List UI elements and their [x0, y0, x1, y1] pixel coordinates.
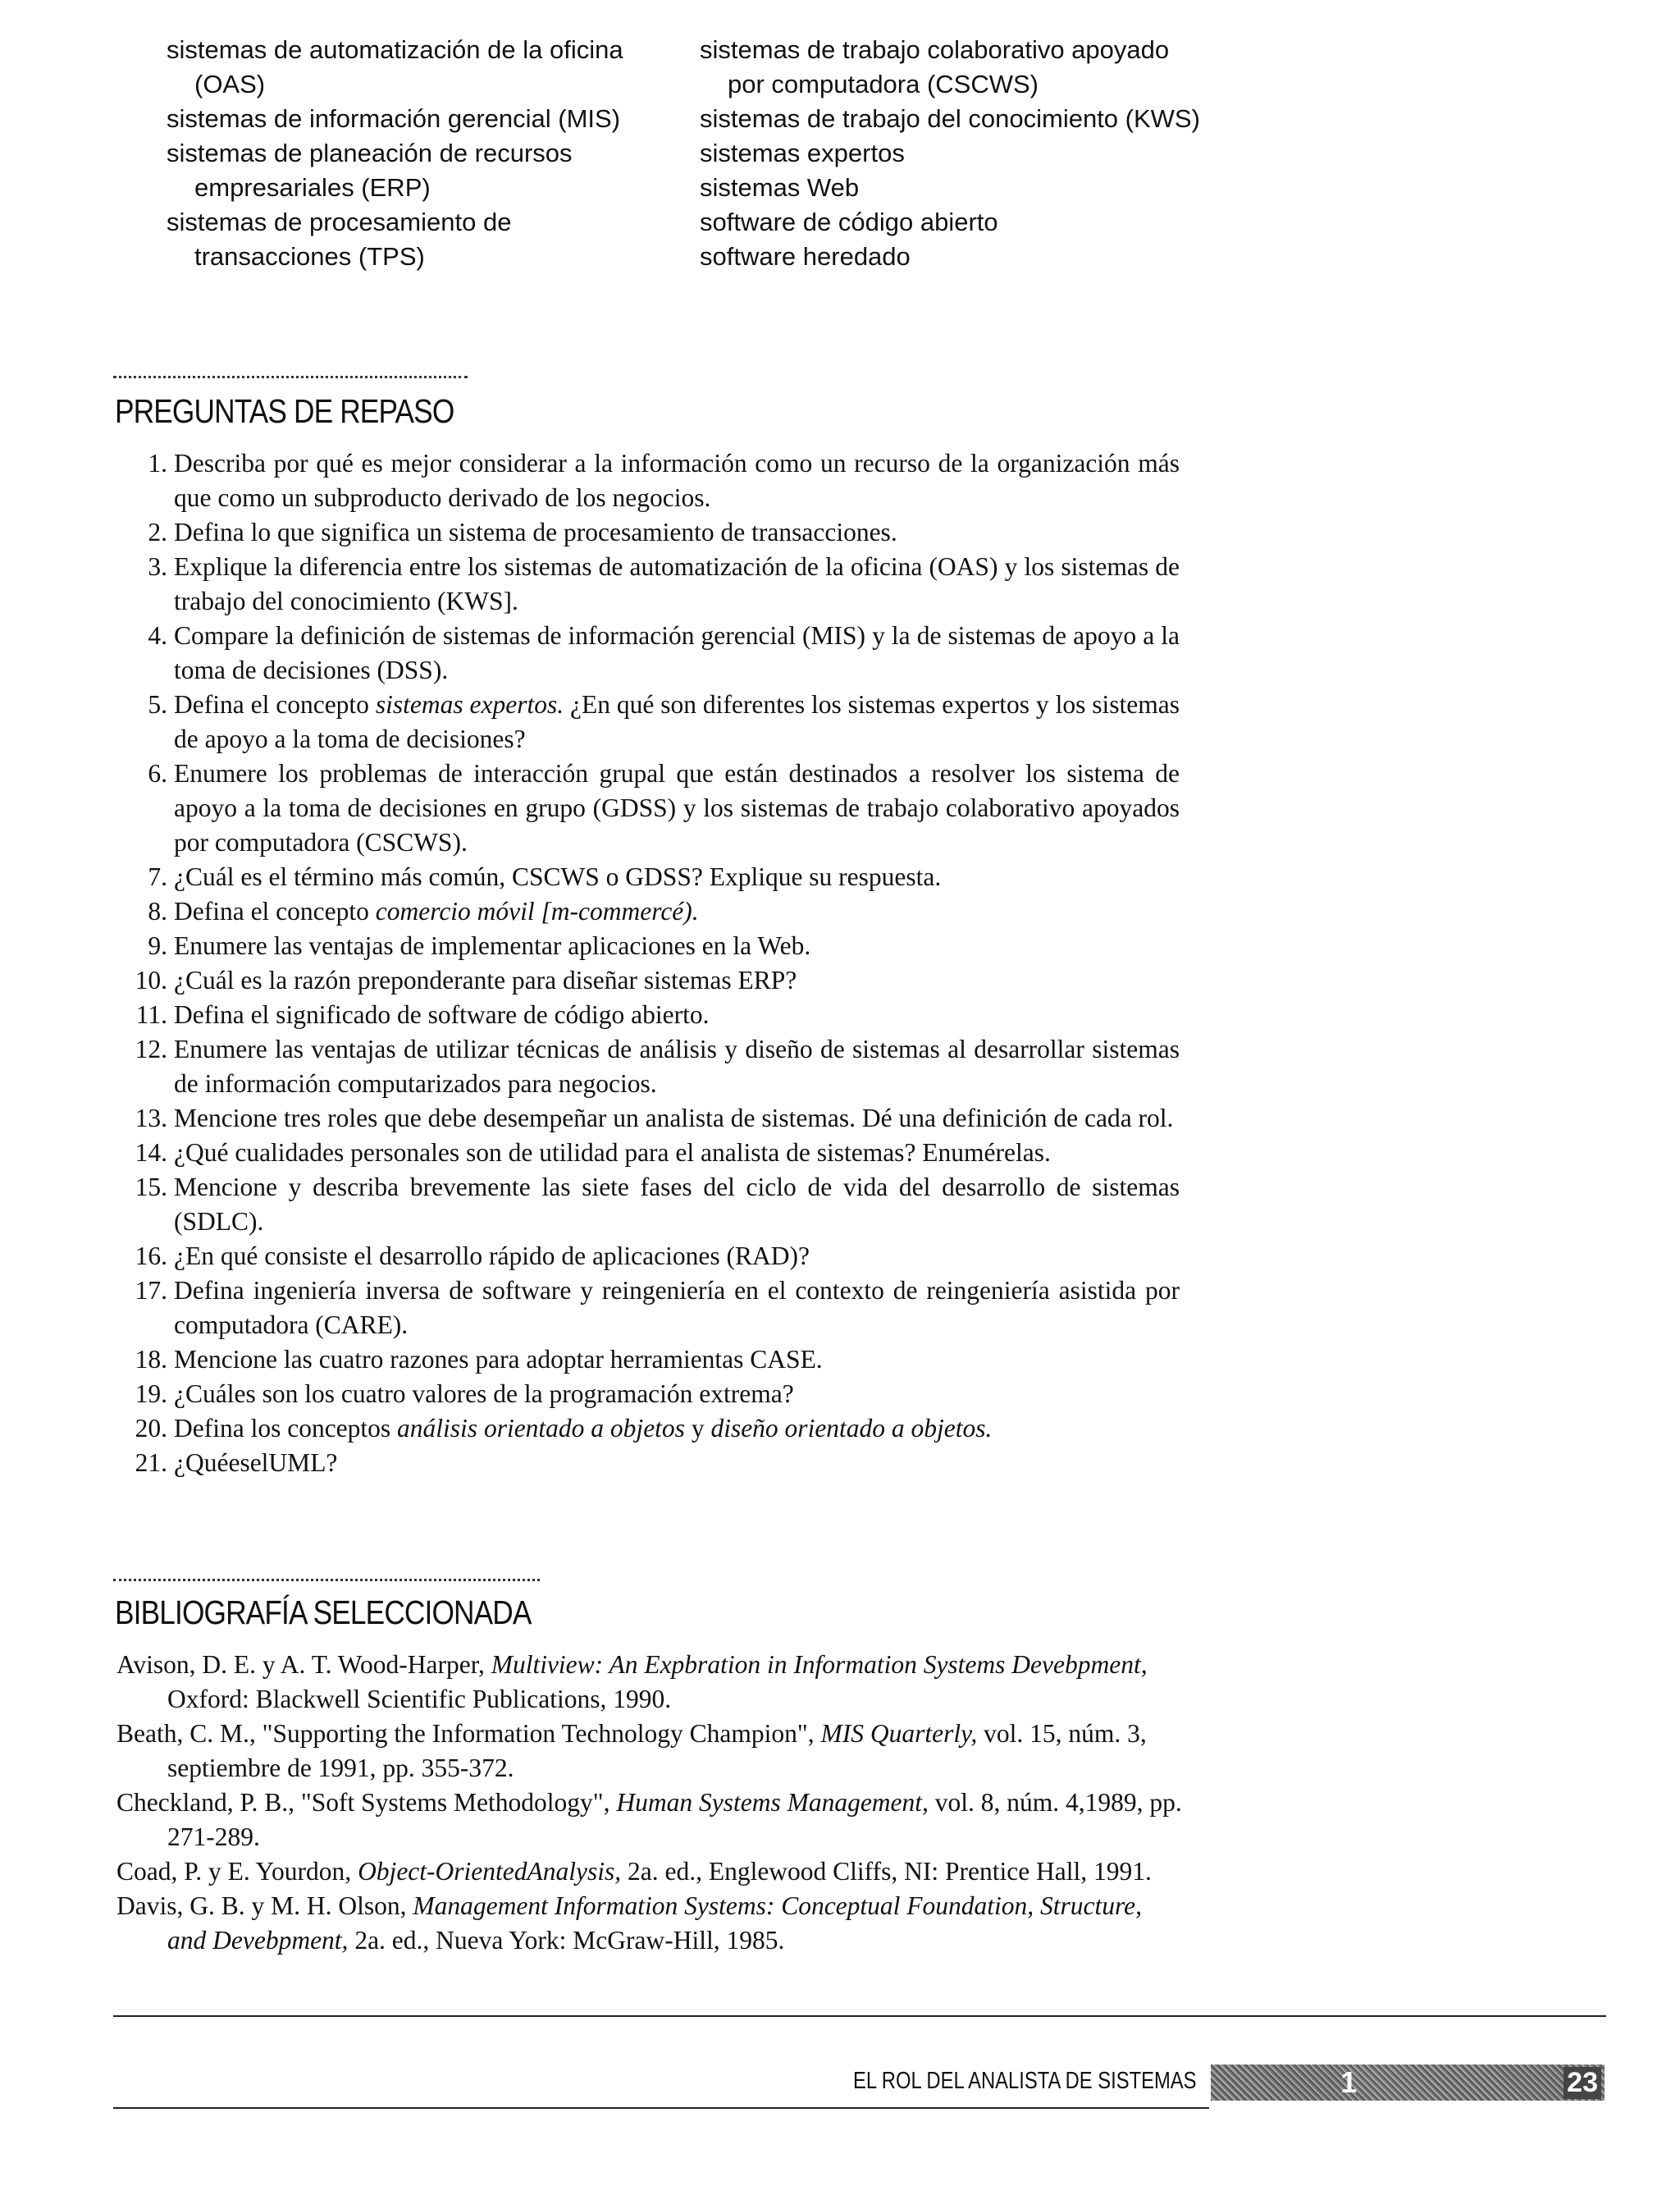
- text-run: Mencione las cuatro razones para adoptar herramientas CASE.: [174, 1345, 823, 1374]
- question-text: [174, 1032, 1180, 1101]
- question-text: [174, 688, 1180, 757]
- review-question: [113, 1101, 1180, 1136]
- question-number: 15.: [135, 1173, 167, 1201]
- text-run: 2a. ed., Englewood Cliffs, NI: Prentice Hall, 1991.: [621, 1857, 1152, 1886]
- text-run: 2a. ed., Nueva York: McGraw-Hill, 1985.: [348, 1926, 785, 1955]
- question-text: [174, 1342, 1180, 1377]
- bibliography-entry: [116, 1889, 1183, 1958]
- text-run: Defina los conceptos: [174, 1414, 398, 1443]
- footer-running-title: EL ROL DEL ANALISTA DE SISTEMAS: [853, 2068, 1197, 2094]
- review-question: [113, 1342, 1180, 1377]
- review-questions-list: [113, 446, 1180, 1480]
- question-text: [174, 446, 1180, 515]
- text-run: Davis, G. B. y M. H. Olson,: [116, 1891, 413, 1920]
- key-term: sistemas de información gerencial (MIS): [167, 104, 621, 133]
- review-question: [113, 1377, 1180, 1411]
- text-run: vol. 8, núm. 4,1989, pp. 271-289.: [167, 1788, 1182, 1851]
- question-text: [174, 550, 1180, 619]
- question-number: 2.: [148, 518, 167, 546]
- bibliography-list: [116, 1648, 1183, 1958]
- key-terms-left-column: [167, 33, 675, 274]
- review-question: [113, 619, 1180, 688]
- review-question: [113, 446, 1180, 515]
- question-number: 17.: [135, 1276, 167, 1305]
- question-number: 19.: [135, 1379, 167, 1408]
- bibliography-entry: [116, 1854, 1183, 1889]
- bibliography-heading: BIBLIOGRAFÍA SELECCIONADA: [115, 1594, 532, 1631]
- question-text: [174, 860, 1180, 894]
- text-run: Checkland, P. B., "Soft Systems Methodology",: [116, 1788, 617, 1817]
- key-terms-right-column: [700, 33, 1208, 274]
- key-term: sistemas de trabajo del conocimiento (KWS): [700, 104, 1200, 133]
- review-question: [113, 1136, 1180, 1170]
- text-run: Enumere las ventajas de implementar aplicaciones en la Web.: [174, 931, 811, 960]
- italic-text: comercio móvil [m-commercé).: [375, 897, 699, 926]
- text-run: Beath, C. M., "Supporting the Information Technology Champion",: [116, 1719, 821, 1748]
- review-question: [113, 1273, 1180, 1342]
- key-term: sistemas expertos: [700, 139, 905, 167]
- text-run: Describa por qué es mejor considerar a la información como un recurso de la organización más que como un subproducto derivado de los negocios.: [174, 449, 1180, 512]
- question-text: [174, 929, 1180, 963]
- question-number: 21.: [135, 1448, 167, 1477]
- review-question: [113, 515, 1180, 550]
- chapter-tab: [1211, 2065, 1605, 2101]
- key-term: sistemas de procesamiento de transacciones (TPS): [167, 208, 512, 271]
- text-run: Explique la diferencia entre los sistemas de automatización de la oficina (OAS) y los sistemas de trabajo del conocimiento (KWS].: [174, 552, 1180, 615]
- italic-text: análisis orientado a objetos: [397, 1414, 685, 1443]
- key-term: sistemas Web: [700, 173, 860, 202]
- review-question: [113, 550, 1180, 619]
- text-run: Defina ingeniería inversa de software y reingeniería en el contexto de reingeniería asistida por computadora (CARE).: [174, 1276, 1180, 1339]
- text-run: Enumere las ventajas de utilizar técnicas de análisis y diseño de sistemas al desarrollar sistemas de información computarizados para negocios.: [174, 1035, 1180, 1098]
- review-question: [113, 1170, 1180, 1239]
- question-text: [174, 757, 1180, 860]
- italic-text: MIS Quarterly,: [820, 1719, 978, 1748]
- text-run: Coad, P. y E. Yourdon,: [116, 1857, 358, 1886]
- question-text: [174, 1446, 1180, 1480]
- chapter-number: 1: [1340, 2065, 1359, 2099]
- text-run: ¿QuéeselUML?: [174, 1448, 338, 1477]
- text-run: vol. 15, núm. 3, septiembre de 1991, pp. 355-372.: [167, 1719, 1147, 1782]
- question-text: [174, 1411, 1180, 1446]
- italic-text: Human Systems Management,: [616, 1788, 929, 1817]
- question-text: [174, 1273, 1180, 1342]
- text-run: Defina lo que significa un sistema de procesamiento de transacciones.: [174, 518, 897, 546]
- bibliography-entry: [116, 1717, 1183, 1786]
- review-question: [113, 1446, 1180, 1480]
- text-run: Defina el significado de software de código abierto.: [174, 1000, 710, 1029]
- question-number: 8.: [148, 897, 167, 926]
- bibliography-entry: [116, 1648, 1183, 1717]
- question-number: 3.: [148, 552, 167, 581]
- question-text: [174, 1136, 1180, 1170]
- text-run: Enumere los problemas de interacción grupal que están destinados a resolver los sistema de apoyo a la toma de decisiones en grupo (GDSS) y los sistemas de trabajo colaborativo apoyados por computadora (CSCWS).: [174, 759, 1180, 857]
- italic-text: Management Information Systems: Conceptual Foundation, Structure, and Devebpment,: [167, 1891, 1142, 1955]
- text-run: Avison, D. E. y A. T. Wood-Harper,: [116, 1650, 491, 1679]
- review-question: [113, 998, 1180, 1032]
- question-text: [174, 515, 1180, 550]
- key-term: software heredado: [700, 242, 911, 271]
- text-run: Oxford: Blackwell Scientific Publications, 1990.: [167, 1685, 672, 1713]
- text-run: ¿Cuáles son los cuatro valores de la programación extrema?: [174, 1379, 794, 1408]
- question-number: 20.: [135, 1414, 167, 1443]
- page-number: 23: [1564, 2067, 1601, 2099]
- question-number: 9.: [148, 931, 167, 960]
- section-divider-review: [113, 376, 468, 378]
- question-text: [174, 619, 1180, 688]
- text-run: Mencione tres roles que debe desempeñar un analista de sistemas. Dé una definición de cada rol.: [174, 1104, 1174, 1132]
- question-number: 5.: [148, 690, 167, 719]
- text-run: ¿En qué son diferentes los sistemas expertos y los sistemas de apoyo a la toma de decisiones?: [174, 690, 1180, 753]
- question-number: 12.: [135, 1035, 167, 1063]
- text-run: y: [684, 1414, 711, 1443]
- question-number: 10.: [135, 966, 167, 995]
- text-run: ¿Cuál es la razón preponderante para diseñar sistemas ERP?: [174, 966, 797, 995]
- text-run: ¿Cuál es el término más común, CSCWS o GDSS? Explique su respuesta.: [174, 862, 942, 891]
- question-number: 14.: [135, 1138, 167, 1167]
- question-number: 13.: [135, 1104, 167, 1132]
- footer-rule-bottom: [113, 2107, 1209, 2109]
- question-text: [174, 963, 1180, 998]
- italic-text: sistemas expertos.: [375, 690, 564, 719]
- footer-rule-top: [113, 2015, 1606, 2017]
- review-questions-heading: PREGUNTAS DE REPASO: [115, 392, 454, 430]
- question-text: [174, 1377, 1180, 1411]
- italic-text: Object-OrientedAnalysis,: [358, 1857, 622, 1886]
- question-text: [174, 998, 1180, 1032]
- question-number: 11.: [135, 1000, 167, 1029]
- question-text: [174, 1101, 1180, 1136]
- review-question: [113, 1411, 1180, 1446]
- italic-text: diseño orientado a objetos.: [710, 1414, 993, 1443]
- key-term: sistemas de trabajo colaborativo apoyado por computadora (CSCWS): [700, 35, 1170, 98]
- question-number: 18.: [135, 1345, 167, 1374]
- key-term: sistemas de automatización de la oficina (OAS): [167, 35, 623, 98]
- text-run: ¿Qué cualidades personales son de utilidad para el analista de sistemas? Enumérelas.: [174, 1138, 1051, 1167]
- text-run: Defina el concepto: [174, 690, 376, 719]
- text-run: Defina el concepto: [174, 897, 376, 926]
- italic-text: Multiview: An Expbration in Information Systems Devebpment,: [491, 1650, 1148, 1679]
- section-divider-bibliography: [113, 1579, 540, 1581]
- review-question: [113, 963, 1180, 998]
- review-question: [113, 757, 1180, 860]
- question-number: 6.: [148, 759, 167, 788]
- text-run: Mencione y describa brevemente las siete fases del ciclo de vida del desarrollo de sistemas (SDLC).: [174, 1173, 1180, 1236]
- question-text: [174, 894, 1180, 929]
- review-question: [113, 688, 1180, 757]
- review-question: [113, 1032, 1180, 1101]
- review-question: [113, 1239, 1180, 1273]
- review-question: [113, 894, 1180, 929]
- key-term: sistemas de planeación de recursos empresariales (ERP): [167, 139, 573, 202]
- question-number: 7.: [148, 862, 167, 891]
- question-number: 16.: [135, 1241, 167, 1270]
- review-question: [113, 860, 1180, 894]
- question-number: 1.: [148, 449, 167, 478]
- bibliography-entry: [116, 1786, 1183, 1854]
- text-run: ¿En qué consiste el desarrollo rápido de aplicaciones (RAD)?: [174, 1241, 810, 1270]
- text-run: Compare la definición de sistemas de información gerencial (MIS) y la de sistemas de apoyo a la toma de decisiones (DSS).: [174, 621, 1180, 684]
- review-question: [113, 929, 1180, 963]
- question-text: [174, 1239, 1180, 1273]
- key-term: software de código abierto: [700, 208, 998, 236]
- question-number: 4.: [148, 621, 167, 650]
- question-text: [174, 1170, 1180, 1239]
